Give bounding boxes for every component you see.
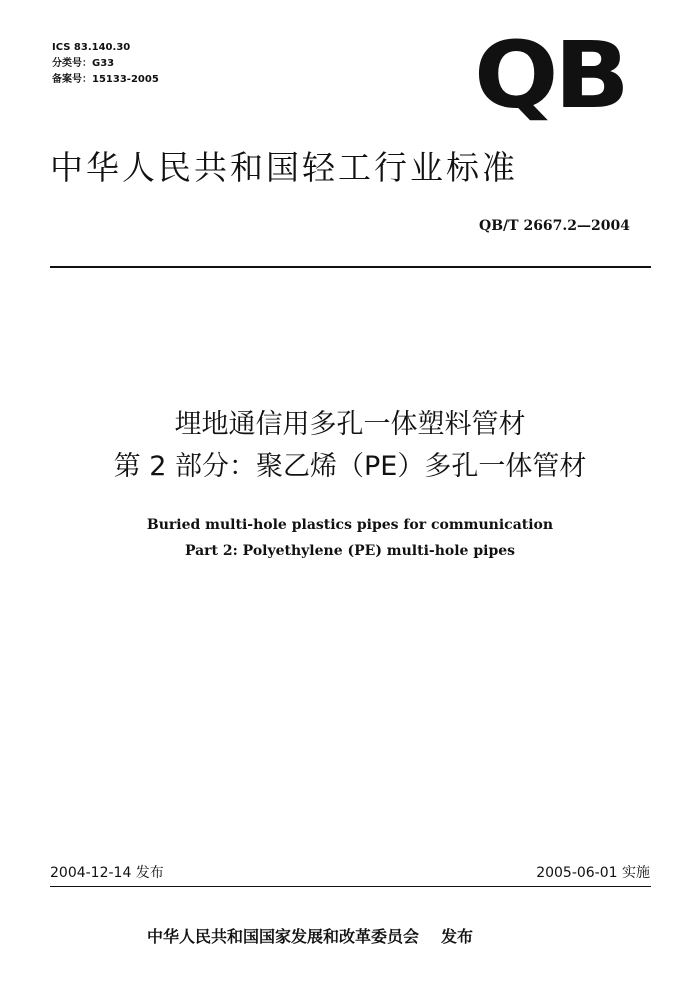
bottom-divider bbox=[50, 886, 651, 887]
top-divider bbox=[50, 266, 651, 268]
publisher-line bbox=[147, 924, 473, 947]
chinese-title-line-2: 第 2 部分：聚乙烯（PE）多孔一体管材 bbox=[113, 451, 587, 482]
publisher-name: 中华人民共和国国家发展和改革委员会 bbox=[147, 927, 420, 946]
qb-logo: QB bbox=[474, 22, 626, 129]
classification-number: 分类号：G33 bbox=[52, 58, 115, 69]
issue-date: 2004-12-14 发布 bbox=[50, 865, 164, 881]
chinese-title-line-1: 埋地通信用多孔一体塑料管材 bbox=[174, 409, 526, 440]
english-title-line-2: Part 2: Polyethylene (PE) multi-hole pipes bbox=[184, 543, 516, 559]
implementation-date: 2005-06-01 实施 bbox=[536, 865, 650, 881]
standard-category-title: 中华人民共和国轻工行业标准 bbox=[50, 148, 518, 187]
standard-number: QB/T 2667.2—2004 bbox=[479, 218, 630, 234]
ics-code: ICS 83.140.30 bbox=[52, 42, 131, 53]
english-title-line-1: Buried multi-hole plastics pipes for communication bbox=[146, 517, 554, 533]
document-metadata bbox=[52, 40, 159, 88]
publish-action: 发布 bbox=[441, 927, 474, 946]
filing-number: 备案号：15133-2005 bbox=[52, 74, 159, 85]
